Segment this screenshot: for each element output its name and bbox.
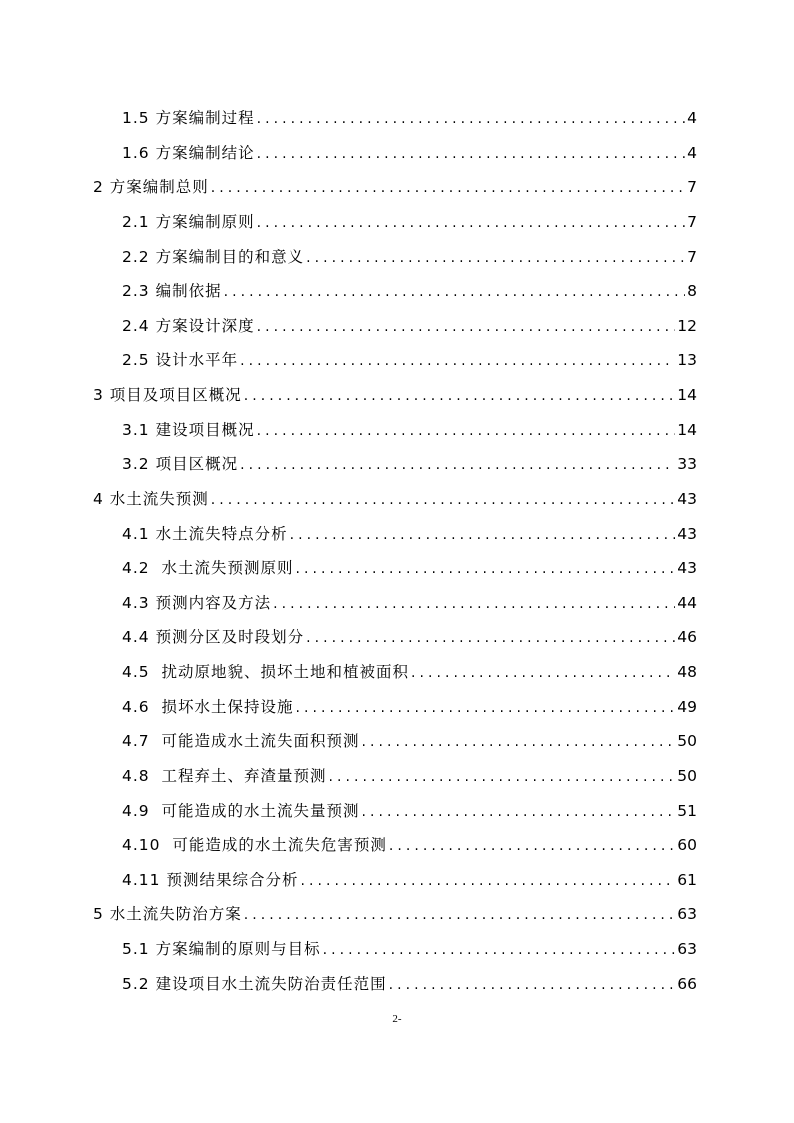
toc-entry-page: 14 (677, 386, 697, 404)
toc-entry-page: 50 (677, 732, 697, 750)
toc-entry[interactable] (93, 173, 697, 197)
dot-leader (362, 803, 676, 821)
page-number: 2- (392, 1013, 402, 1025)
toc-entry[interactable] (122, 762, 697, 786)
dot-leader (296, 560, 676, 578)
toc-entry-page: 49 (677, 698, 697, 716)
toc-entry-page: 7 (687, 178, 697, 196)
toc-entry[interactable] (93, 381, 697, 405)
toc-entry[interactable] (122, 727, 697, 751)
toc-entry[interactable] (122, 831, 697, 855)
toc-entry-title: 3.2 项目区概况 (122, 455, 239, 473)
dot-leader (244, 387, 675, 405)
toc-entry-page: 43 (677, 559, 697, 577)
toc-entry-title: 2.2 方案编制目的和意义 (122, 248, 305, 266)
toc-entry[interactable] (122, 139, 697, 163)
dot-leader (306, 629, 675, 647)
dot-leader (257, 110, 686, 128)
dot-leader (290, 526, 676, 544)
toc-entry[interactable] (122, 277, 697, 301)
dot-leader (300, 872, 675, 890)
toc-entry-page: 4 (687, 109, 697, 127)
toc-entry-page: 66 (677, 975, 697, 993)
toc-entry-page: 44 (677, 594, 697, 612)
dot-leader (296, 699, 676, 717)
toc-entry[interactable] (122, 104, 697, 128)
toc-entry[interactable] (122, 450, 697, 474)
toc-entry-title: 4.2 水土流失预测原则 (122, 559, 294, 577)
toc-entry-page: 63 (677, 905, 697, 923)
toc-entry-page: 8 (687, 282, 697, 300)
toc-entry-page: 43 (677, 525, 697, 543)
toc-entry-page: 33 (677, 455, 697, 473)
toc-entry-title: 4.1 水土流失特点分析 (122, 525, 288, 543)
toc-entry-title: 4 水土流失预测 (93, 490, 209, 508)
toc-entry[interactable] (122, 346, 697, 370)
toc-entry[interactable] (122, 970, 697, 994)
toc-entry[interactable] (122, 935, 697, 959)
dot-leader (240, 456, 675, 474)
dot-leader (224, 283, 686, 301)
toc-entry[interactable] (122, 312, 697, 336)
toc-entry[interactable] (122, 658, 697, 682)
toc-entry-title: 4.11 预测结果综合分析 (122, 871, 299, 889)
toc-entry[interactable] (122, 693, 697, 717)
toc-entry-page: 51 (677, 802, 697, 820)
dot-leader (257, 422, 676, 440)
dot-leader (244, 906, 675, 924)
dot-leader (362, 733, 676, 751)
toc-entry[interactable] (122, 243, 697, 267)
dot-leader (257, 318, 676, 336)
toc-entry-title: 4.3 预测内容及方法 (122, 594, 272, 612)
toc-entry[interactable] (122, 416, 697, 440)
toc-entry-page: 13 (677, 351, 697, 369)
toc-entry-title: 4.4 预测分区及时段划分 (122, 628, 305, 646)
dot-leader (389, 976, 676, 994)
toc-entry-title: 4.6 损坏水土保持设施 (122, 698, 294, 716)
toc-entry[interactable] (122, 208, 697, 232)
toc-entry-page: 12 (677, 317, 697, 335)
toc-entry-title: 4.8 工程弃土、弃渣量预测 (122, 767, 327, 785)
dot-leader (323, 941, 676, 959)
toc-entry-title: 1.5 方案编制过程 (122, 109, 255, 127)
toc-entry-page: 60 (677, 836, 697, 854)
toc-entry[interactable] (122, 866, 697, 890)
toc-entry[interactable] (93, 900, 697, 924)
toc-entry-title: 5.2 建设项目水土流失防治责任范围 (122, 975, 387, 993)
toc-entry-title: 2.1 方案编制原则 (122, 213, 255, 231)
toc-entry-title: 2 方案编制总则 (93, 178, 209, 196)
toc-entry[interactable] (122, 623, 697, 647)
toc-entry-page: 14 (677, 421, 697, 439)
dot-leader (273, 595, 675, 613)
toc-entry-page: 4 (687, 144, 697, 162)
toc-entry-title: 4.10 可能造成的水土流失危害预测 (122, 836, 387, 854)
toc-entry[interactable] (122, 554, 697, 578)
dot-leader (257, 214, 686, 232)
toc-entry[interactable] (93, 485, 697, 509)
toc-entry-title: 3 项目及项目区概况 (93, 386, 242, 404)
dot-leader (240, 352, 675, 370)
toc-entry-title: 4.9 可能造成的水土流失量预测 (122, 802, 360, 820)
toc-entry-page: 48 (677, 663, 697, 681)
dot-leader (329, 768, 676, 786)
toc-entry-page: 46 (677, 628, 697, 646)
dot-leader (211, 179, 685, 197)
toc-entry-title: 5 水土流失防治方案 (93, 905, 242, 923)
toc-entry-title: 5.1 方案编制的原则与目标 (122, 940, 321, 958)
dot-leader (389, 837, 675, 855)
toc-entry-page: 43 (677, 490, 697, 508)
dot-leader (257, 145, 686, 163)
toc-entry-title: 1.6 方案编制结论 (122, 144, 255, 162)
toc-entry-page: 50 (677, 767, 697, 785)
dot-leader (411, 664, 675, 682)
dot-leader (211, 491, 675, 509)
toc-entry-title: 2.4 方案设计深度 (122, 317, 255, 335)
toc-entry-page: 63 (677, 940, 697, 958)
toc-entry-title: 2.3 编制依据 (122, 282, 222, 300)
dot-leader (306, 249, 685, 267)
toc-entry-page: 61 (677, 871, 697, 889)
toc-entry-title: 2.5 设计水平年 (122, 351, 239, 369)
toc-entry[interactable] (122, 589, 697, 613)
toc-entry-title: 3.1 建设项目概况 (122, 421, 255, 439)
toc-entry[interactable] (122, 520, 697, 544)
toc-entry-title: 4.5 扰动原地貌、损坏土地和植被面积 (122, 663, 410, 681)
toc-entry-page: 7 (687, 248, 697, 266)
toc-entry-page: 7 (687, 213, 697, 231)
toc-entry[interactable] (122, 797, 697, 821)
toc-entry-title: 4.7 可能造成水土流失面积预测 (122, 732, 360, 750)
